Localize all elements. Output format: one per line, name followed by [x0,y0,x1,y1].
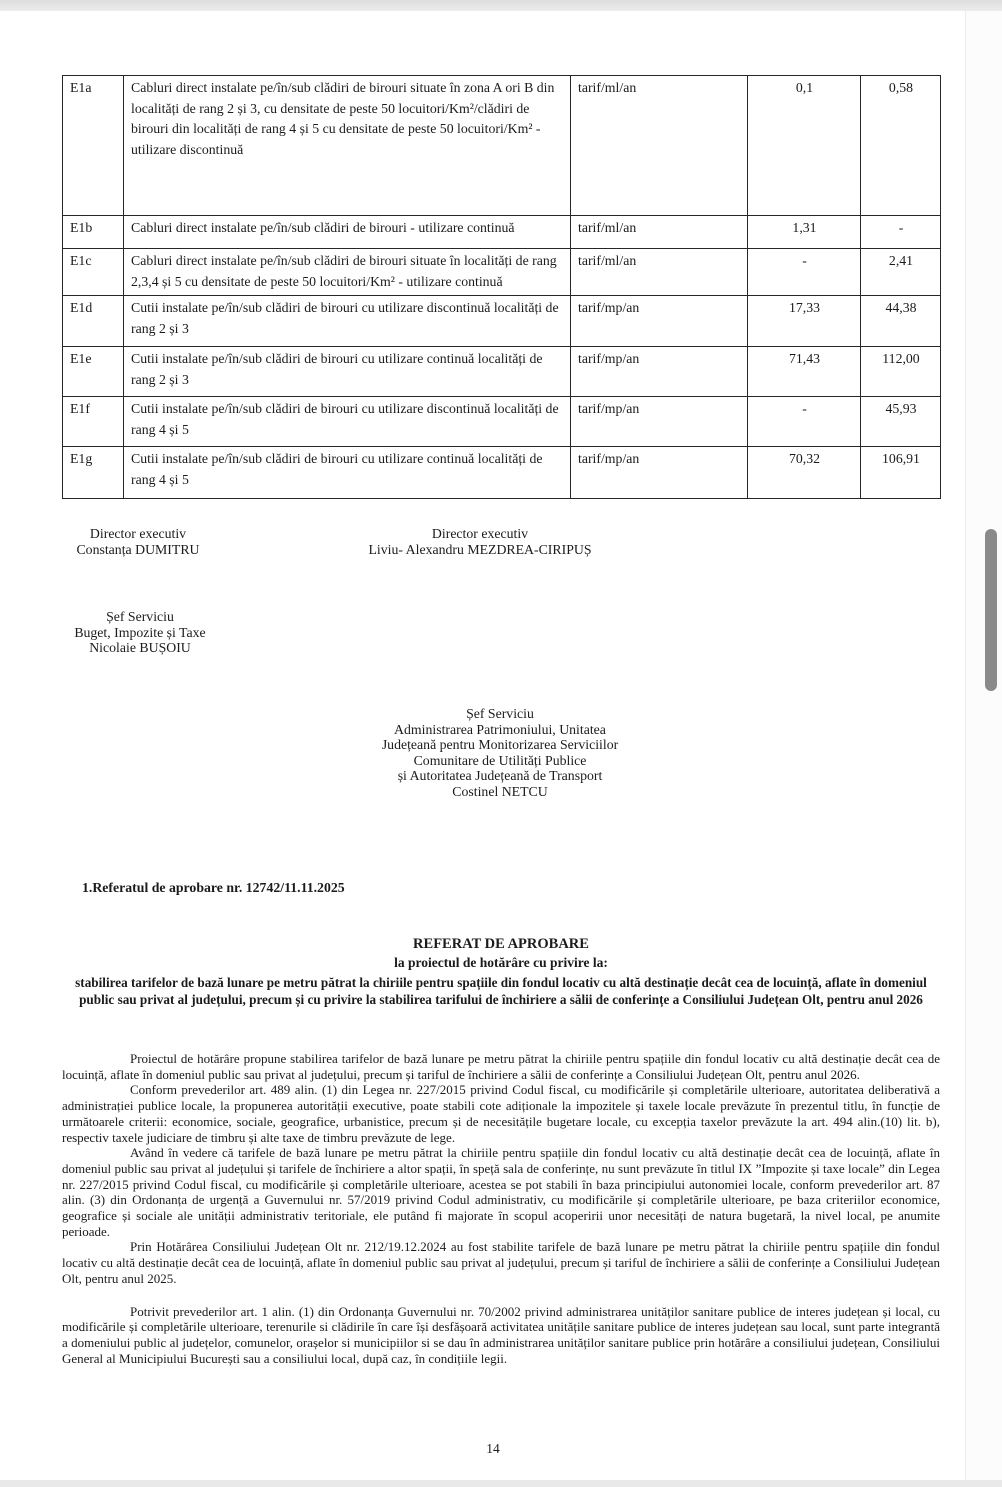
row-description: Cabluri direct instalate pe/în/sub clădiri de birouri situate în localități de rang 2,3,4 și 5 cu densitate de peste 50 locuitori/Km² - utilizare continuă [124,249,571,296]
row-value-1: - [748,397,861,447]
signature-title: Șef Serviciu [106,609,174,624]
row-code: E1c [63,249,124,296]
row-value-1: 1,31 [748,216,861,249]
body-paragraph: Având în vedere că tarifele de bază lunare pe metru pătrat la chiriile pentru spațiile din fondul locativ cu altă destinație decât cea de locuință, aflate în domeniul public sau privat al județului și tarifele de închiriere a altor spații, în speță sala de conferințe, nu sunt prevăzute în titlul IX ”Impozite și taxe locale” din Legea nr. 227/2015 privind Codul fiscal, cu modificările și completările ulterioare, acestea se pot stabili în baza principiului autonomiei locale, conform prevederilor art. 87 alin. (3) din Ordonanța de urgență a Guvernului nr. 57/2019 privind Codul administrativ, cu modificările și completările ulterioare, pe baza criteriilor economice, geografice și sociale ale unității administrativ teritoriale, ele putând fi majorate în scopul acoperirii unor necesități de natura bugetară, la nivel local, pe anumite perioade. [62,1145,940,1239]
row-unit: tarif/mp/an [571,296,748,347]
scrollbar-thumb[interactable] [985,529,997,691]
row-value-2: 106,91 [861,447,941,499]
signature-block-director-2 [310,526,650,557]
reference-item: 1.Referatul de aprobare nr. 12742/11.11.2025 [82,880,345,895]
row-code: E1e [63,347,124,397]
report-title: REFERAT DE APROBARE [413,936,589,952]
scrollbar-track[interactable] [965,11,1002,1480]
signature-name: Nicolaie BUȘOIU [89,640,191,656]
table-row [63,347,941,397]
row-description: Cutii instalate pe/în/sub clădiri de birouri cu utilizare continuă localități de rang 2 și 3 [124,347,571,397]
table-row [63,447,941,499]
report-description: stabilirea tarifelor de bază lunare pe metru pătrat la chiriile pentru spațiile din fondul locativ cu altă destinație decât cea de locuință, aflate în domeniul public sau privat al județului, precum și cu privire la stabilirea tarifului de închiriere a sălii de conferințe a Consiliului Județean Olt, pentru anul 2026 [75,975,927,1007]
row-code: E1g [63,447,124,499]
signature-block-director-1 [48,526,228,557]
table-row [63,76,941,216]
row-value-1: 0,1 [748,76,861,216]
row-description: Cutii instalate pe/în/sub clădiri de birouri cu utilizare continuă localități de rang 4 și 5 [124,447,571,499]
row-value-1: - [748,249,861,296]
report-subtitle: la proiectul de hotărâre cu privire la: [394,955,608,970]
row-code: E1d [63,296,124,347]
row-description: Cutii instalate pe/în/sub clădiri de birouri cu utilizare discontinuă localități de rang 4 și 5 [124,397,571,447]
signature-block-sef-buget [40,609,240,656]
row-description: Cabluri direct instalate pe/în/sub clădiri de birouri situate în zona A ori B din localități de rang 2 și 3, cu densitate de peste 50 locuitori/Km²/clădiri de birouri din localități de rang 4 și 5 cu densitate de peste 50 locuitori/Km² - utilizare discontinuă [124,76,571,216]
signature-title: Director executiv [89,526,187,541]
viewer-top-bar [0,0,1002,11]
signature-department: Buget, Impozite și Taxe [74,624,206,640]
signature-name: Constanța DUMITRU [76,541,200,557]
row-unit: tarif/mp/an [571,447,748,499]
row-value-2: 45,93 [861,397,941,447]
signature-name: Liviu- Alexandru MEZDREA-CIRIPUȘ [368,541,592,557]
signature-department: și Autoritatea Județeană de Transport [397,768,603,784]
body-paragraph: Prin Hotărârea Consiliului Județean Olt nr. 212/19.12.2024 au fost stabilite tarifele de bază lunare pe metru pătrat la chiriile pentru spațiile din fondul locativ cu altă destinație decât cea de locuință, aflate în domeniul public sau privat al județului, precum și tariful de închiriere a sălii de conferințe a Consiliului Județean Olt, pentru anul 2025. [62,1239,940,1286]
table-row [63,216,941,249]
row-value-2: - [861,216,941,249]
row-value-1: 70,32 [748,447,861,499]
row-unit: tarif/mp/an [571,347,748,397]
row-value-2: 0,58 [861,76,941,216]
row-code: E1f [63,397,124,447]
row-unit: tarif/ml/an [571,76,748,216]
row-value-2: 44,38 [861,296,941,347]
row-value-1: 17,33 [748,296,861,347]
page-number: 14 [486,1441,500,1456]
row-unit: tarif/ml/an [571,216,748,249]
row-code: E1a [63,76,124,216]
signature-name: Costinel NETCU [452,783,548,799]
body-paragraph: Potrivit prevederilor art. 1 alin. (1) din Ordonanța Guvernului nr. 70/2002 privind administrarea unităților sanitare publice de interes județean și local, cu modificările și completările ulterioare, terenurile si clădirile în care își desfășoară activitatea unitățile sanitare publice de interes județean sau local, sunt parte integrantă a domeniului public al județelor, comunelor, orașelor si municipiilor si se dau în administrarea unităților sanitare publice prin hotărâre a consiliului județean, Consiliului General al Municipiului București sau a consiliului local, după caz, în condițiile legii. [62,1303,940,1366]
viewer-bottom-bar [0,1480,1002,1487]
signature-block-sef-patrimoniu [295,706,705,800]
row-unit: tarif/ml/an [571,249,748,296]
row-unit: tarif/mp/an [571,397,748,447]
tariff-table [62,75,941,499]
signature-title: Director executiv [431,526,529,541]
signature-department: Administrarea Patrimoniului, Unitatea [394,721,606,737]
signature-title: Șef Serviciu [466,706,534,721]
document-body [62,1051,940,1366]
body-paragraph: Proiectul de hotărâre propune stabilirea tarifelor de bază lunare pe metru pătrat la chiriile pentru spațiile din fondul locativ cu altă destinație decât cea de locuință, aflate în domeniul public sau privat al județului, precum și tariful de închiriere a sălii de conferințe a Consiliului Județean Olt, pentru anul 2026. [62,1051,940,1082]
body-paragraph: Conform prevederilor art. 489 alin. (1) din Legea nr. 227/2015 privind Codul fiscal, cu modificările și completările ulterioare, autoritatea deliberativă a administrației publice locale, la propunerea autorității executive, poate stabili cote adiționale la impozitele și taxele locale prevăzute în prezentul titlu, în funcție de următoarele criterii: economice, sociale, geografice, urbanistice, precum și de necesitățile bugetare locale, cu excepția taxelor prevăzute la art. 494 alin.(10) lit. b), respectiv taxele judiciare de timbru și alte taxe de timbru prevăzute de lege. [62,1082,940,1145]
row-value-2: 2,41 [861,249,941,296]
report-heading [62,936,940,1008]
row-value-1: 71,43 [748,347,861,397]
signature-department: Comunitare de Utilități Publice [413,752,587,768]
table-row [63,296,941,347]
row-code: E1b [63,216,124,249]
table-row [63,249,941,296]
row-value-2: 112,00 [861,347,941,397]
signature-department: Județeană pentru Monitorizarea Serviciilor [381,737,619,753]
table-row [63,397,941,447]
row-description: Cutii instalate pe/în/sub clădiri de birouri cu utilizare discontinuă localități de rang 2 și 3 [124,296,571,347]
row-description: Cabluri direct instalate pe/în/sub clădiri de birouri - utilizare continuă [124,216,571,249]
